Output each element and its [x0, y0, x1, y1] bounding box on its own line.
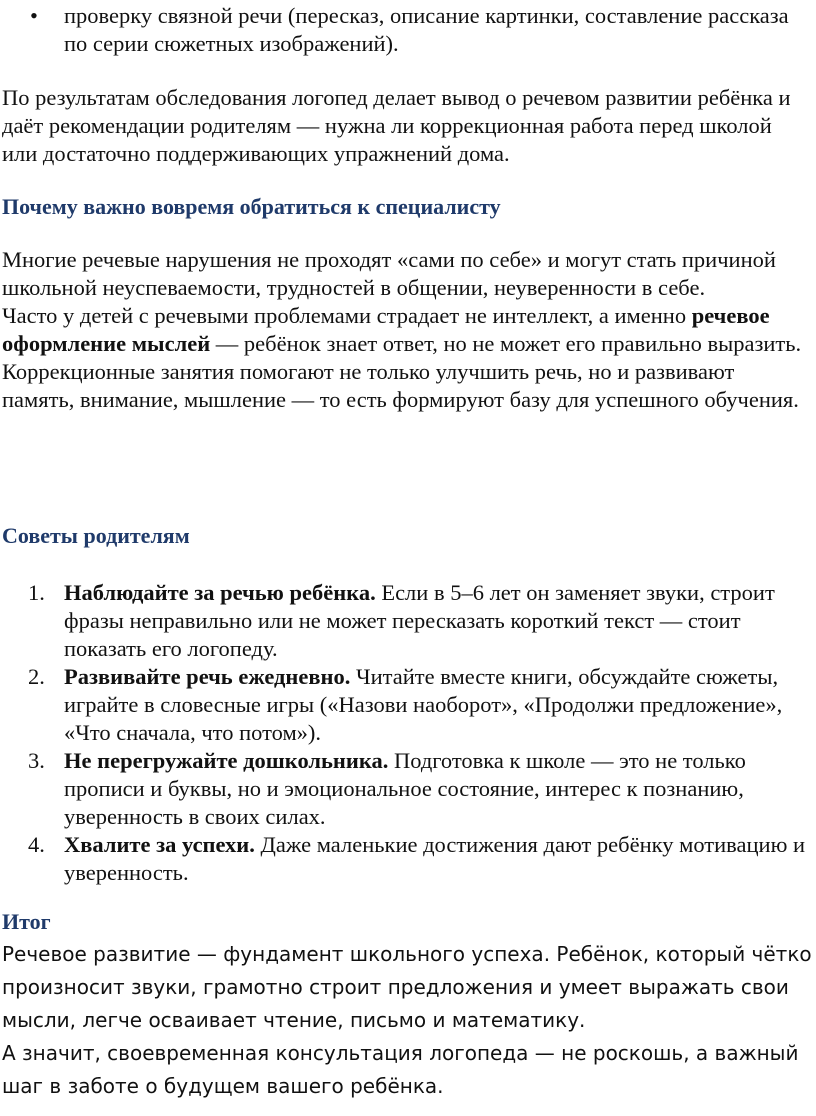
why-p2-text-after: — ребёнок знает ответ, но не может его правильно выразить.: [210, 331, 802, 356]
tip-item-3: [0, 747, 812, 831]
section-tips-heading: Советы родителям: [2, 523, 190, 548]
why-p2-bold: речевое оформление мыслей: [2, 303, 770, 356]
tip-bold: Развивайте речь ежедневно.: [64, 664, 351, 689]
tips-list: [0, 579, 812, 887]
why-paragraph-3: Коррекционные занятия помогают не только улучшить речь, но и развивают память, внимание, мышление — то есть формируют базу для успешного обучения.: [2, 359, 799, 412]
tip-body: Если в 5–6 лет он заменяет звуки, строит фразы неправильно или не может пересказать короткий текст — стоит показать его логопеду.: [64, 580, 775, 661]
tip-number: 1.: [28, 580, 45, 605]
tip-body: Читайте вместе книги, обсуждайте сюжеты, играйте в словесные игры («Назови наоборот», «Продолжи предложение», «Что сначала, что потом»).: [64, 664, 783, 745]
tip-item-4: [0, 831, 812, 887]
tip-number: 3.: [28, 748, 45, 773]
tip-body: Подготовка к школе — это не только прописи и буквы, но и эмоциональное состояние, интерес к познанию, уверенность в своих силах.: [64, 748, 746, 829]
section-why-heading: Почему важно вовремя обратиться к специалисту: [2, 194, 501, 219]
why-paragraph-1: Многие речевые нарушения не проходят «сами по себе» и могут стать причиной школьной неуспеваемости, трудностей в общении, неуверенности в себе.: [2, 247, 776, 300]
tip-text: [64, 579, 812, 663]
summary-paragraph-1: Речевое развитие — фундамент школьного успеха. Ребёнок, который чётко произносит звуки, грамотно строит предложения и умеет выражать свои мысли, легче осваивает чтение, письмо и математику.: [2, 942, 812, 1032]
why-paragraph-2: [2, 302, 812, 358]
tip-bold: Хвалите за успехи.: [64, 832, 255, 857]
intro-bullet-text: проверку связной речи (пересказ, описание картинки, составление рассказа по серии сюжетных изображений).: [64, 3, 789, 56]
intro-bullet-item: [0, 2, 812, 58]
why-p2-text-before: Часто у детей с речевыми проблемами страдает не интеллект, а именно: [2, 303, 692, 328]
tip-body: Даже маленькие достижения дают ребёнку мотивацию и уверенность.: [64, 832, 806, 885]
tip-bold: Наблюдайте за речью ребёнка.: [64, 580, 376, 605]
section-why-body: [2, 246, 812, 414]
section-summary-body: [2, 938, 812, 1103]
summary-paragraph-2: А значит, своевременная консультация логопеда — не роскошь, а важный шаг в заботе о будущем вашего ребёнка.: [2, 1041, 799, 1098]
tip-text: [64, 663, 812, 747]
tip-text: [64, 831, 812, 887]
tip-item-1: [0, 579, 812, 663]
tip-item-2: [0, 663, 812, 747]
section-summary-heading: Итог: [2, 909, 51, 934]
tip-number: 4.: [28, 832, 45, 857]
tip-bold: Не перегружайте дошкольника.: [64, 748, 389, 773]
tip-text: [64, 747, 812, 831]
conclusion-paragraph: По результатам обследования логопед делает вывод о речевом развитии ребёнка и даёт рекомендации родителям — нужна ли коррекционная работа перед школой или достаточно поддерживающих упражнений дома.: [2, 85, 791, 166]
tip-number: 2.: [28, 664, 45, 689]
bullet-marker: •: [30, 3, 38, 28]
